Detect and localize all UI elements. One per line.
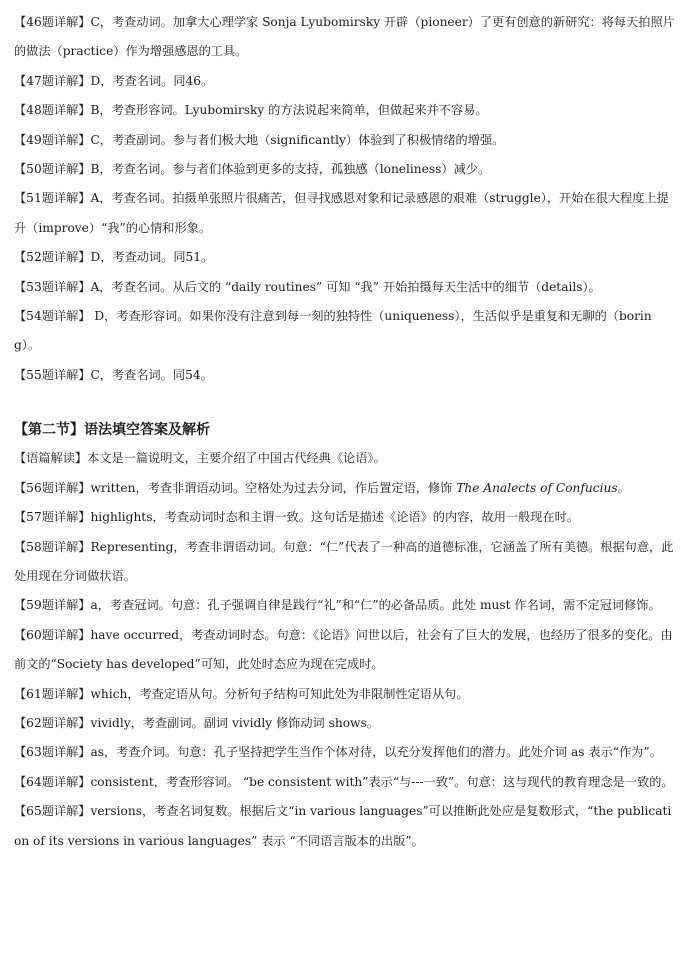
answer-64: 【64题详解】consistent，考查形容词。 “be consistent with”表示“与---一致”。句意：这与现代的教育理念是一致的。 [14,774,674,789]
answer-59: 【59题详解】a，考查冠词。句意：孔子强调自律是践行“礼”和“仁”的必备品质。此处 must 作名词，需不定冠词修饰。 [14,598,661,613]
answer-49: 【49题详解】C，考查副词。参与者们极大地（significantly）体验到了积极情绪的增强。 [14,132,505,147]
answer-56-end: 。 [617,480,630,495]
answer-53: 【53题详解】A，考查名词。从后文的 “daily routines” 可知 “我” 开始拍摄每天生活中的细节（details）。 [14,279,601,294]
answer-60: 【60题详解】have occurred，考查动词时态。句意：《论语》问世以后，社会有了巨大的发展，也经历了很多的变化。由前文的“Society has developed”可知，此处时态应为现在完成时。 [14,627,673,672]
section-one [14,8,676,390]
answer-50: 【50题详解】B，考查名词。参与者们体验到更多的支持，孤独感（loneliness）减少。 [14,162,491,177]
answer-62: 【62题详解】vividly，考查副词。副词 vividly 修饰动词 shows。 [14,715,379,730]
answer-48: 【48题详解】B，考查形容词。Lyubomirsky 的方法说起来简单，但做起来并不容易。 [14,103,488,118]
answer-56-text: 【56题详解】written，考查非谓语动词。空格处为过去分词，作后置定语，修饰 [14,480,457,495]
answer-65: 【65题详解】versions，考查名词复数。根据后文“in various languages”可以推断此处应是复数形式，“the publication of its versions in various languages” 表示 “不同语言版本的出版”。 [14,804,672,848]
section-two [14,444,676,856]
answer-55: 【55题详解】C，考查名词。同54。 [14,367,213,382]
answer-58: 【58题详解】Representing，考查非谓语动词。句意：“仁”代表了一种高的道德标准，它涵盖了所有美德。根据句意，此处用现在分词做状语。 [14,539,674,583]
answer-56 [14,474,676,503]
answer-page [14,8,676,856]
answer-51: 【51题详解】A，考查名词。拍摄单张照片很痛苦，但寻找感恩对象和记录感恩的艰难（struggle），开始在很大程度上提升（improve）“我”的心情和形象。 [14,191,669,235]
section-two-title: 【第二节】语法填空答案及解析 [14,422,210,439]
answer-47: 【47题详解】D，考查名词。同46。 [14,73,214,88]
answer-61: 【61题详解】which，考查定语从句。分析句子结构可知此处为非限制性定语从句。 [14,686,469,701]
answer-63: 【63题详解】as，考查介词。句意：孔子坚持把学生当作个体对待，以充分发挥他们的潜力。此处介词 as 表示“作为”。 [14,745,662,760]
passage-interpretation: 【语篇解读】本文是一篇说明文，主要介绍了中国古代经典《论语》。 [14,451,386,466]
answer-46: 【46题详解】C，考查动词。加拿大心理学家 Sonja Lyubomirsky 开辟（pioneer）了更有创意的新研究：将每天拍照片的做法（practice）作为增强感恩的工具。 [14,15,675,59]
section-gap [14,390,676,416]
answer-57: 【57题详解】highlights，考查动词时态和主谓一致。这句话是描述《论语》的内容，故用一般现在时。 [14,510,580,525]
answer-54: 【54题详解】 D，考查形容词。如果你没有注意到每一刻的独特性（uniqueness），生活似乎是重复和无聊的（boring）。 [14,309,652,353]
answer-52: 【52题详解】D，考查动词。同51。 [14,250,214,265]
answer-56-book-title: The Analects of Confucius [456,480,618,495]
